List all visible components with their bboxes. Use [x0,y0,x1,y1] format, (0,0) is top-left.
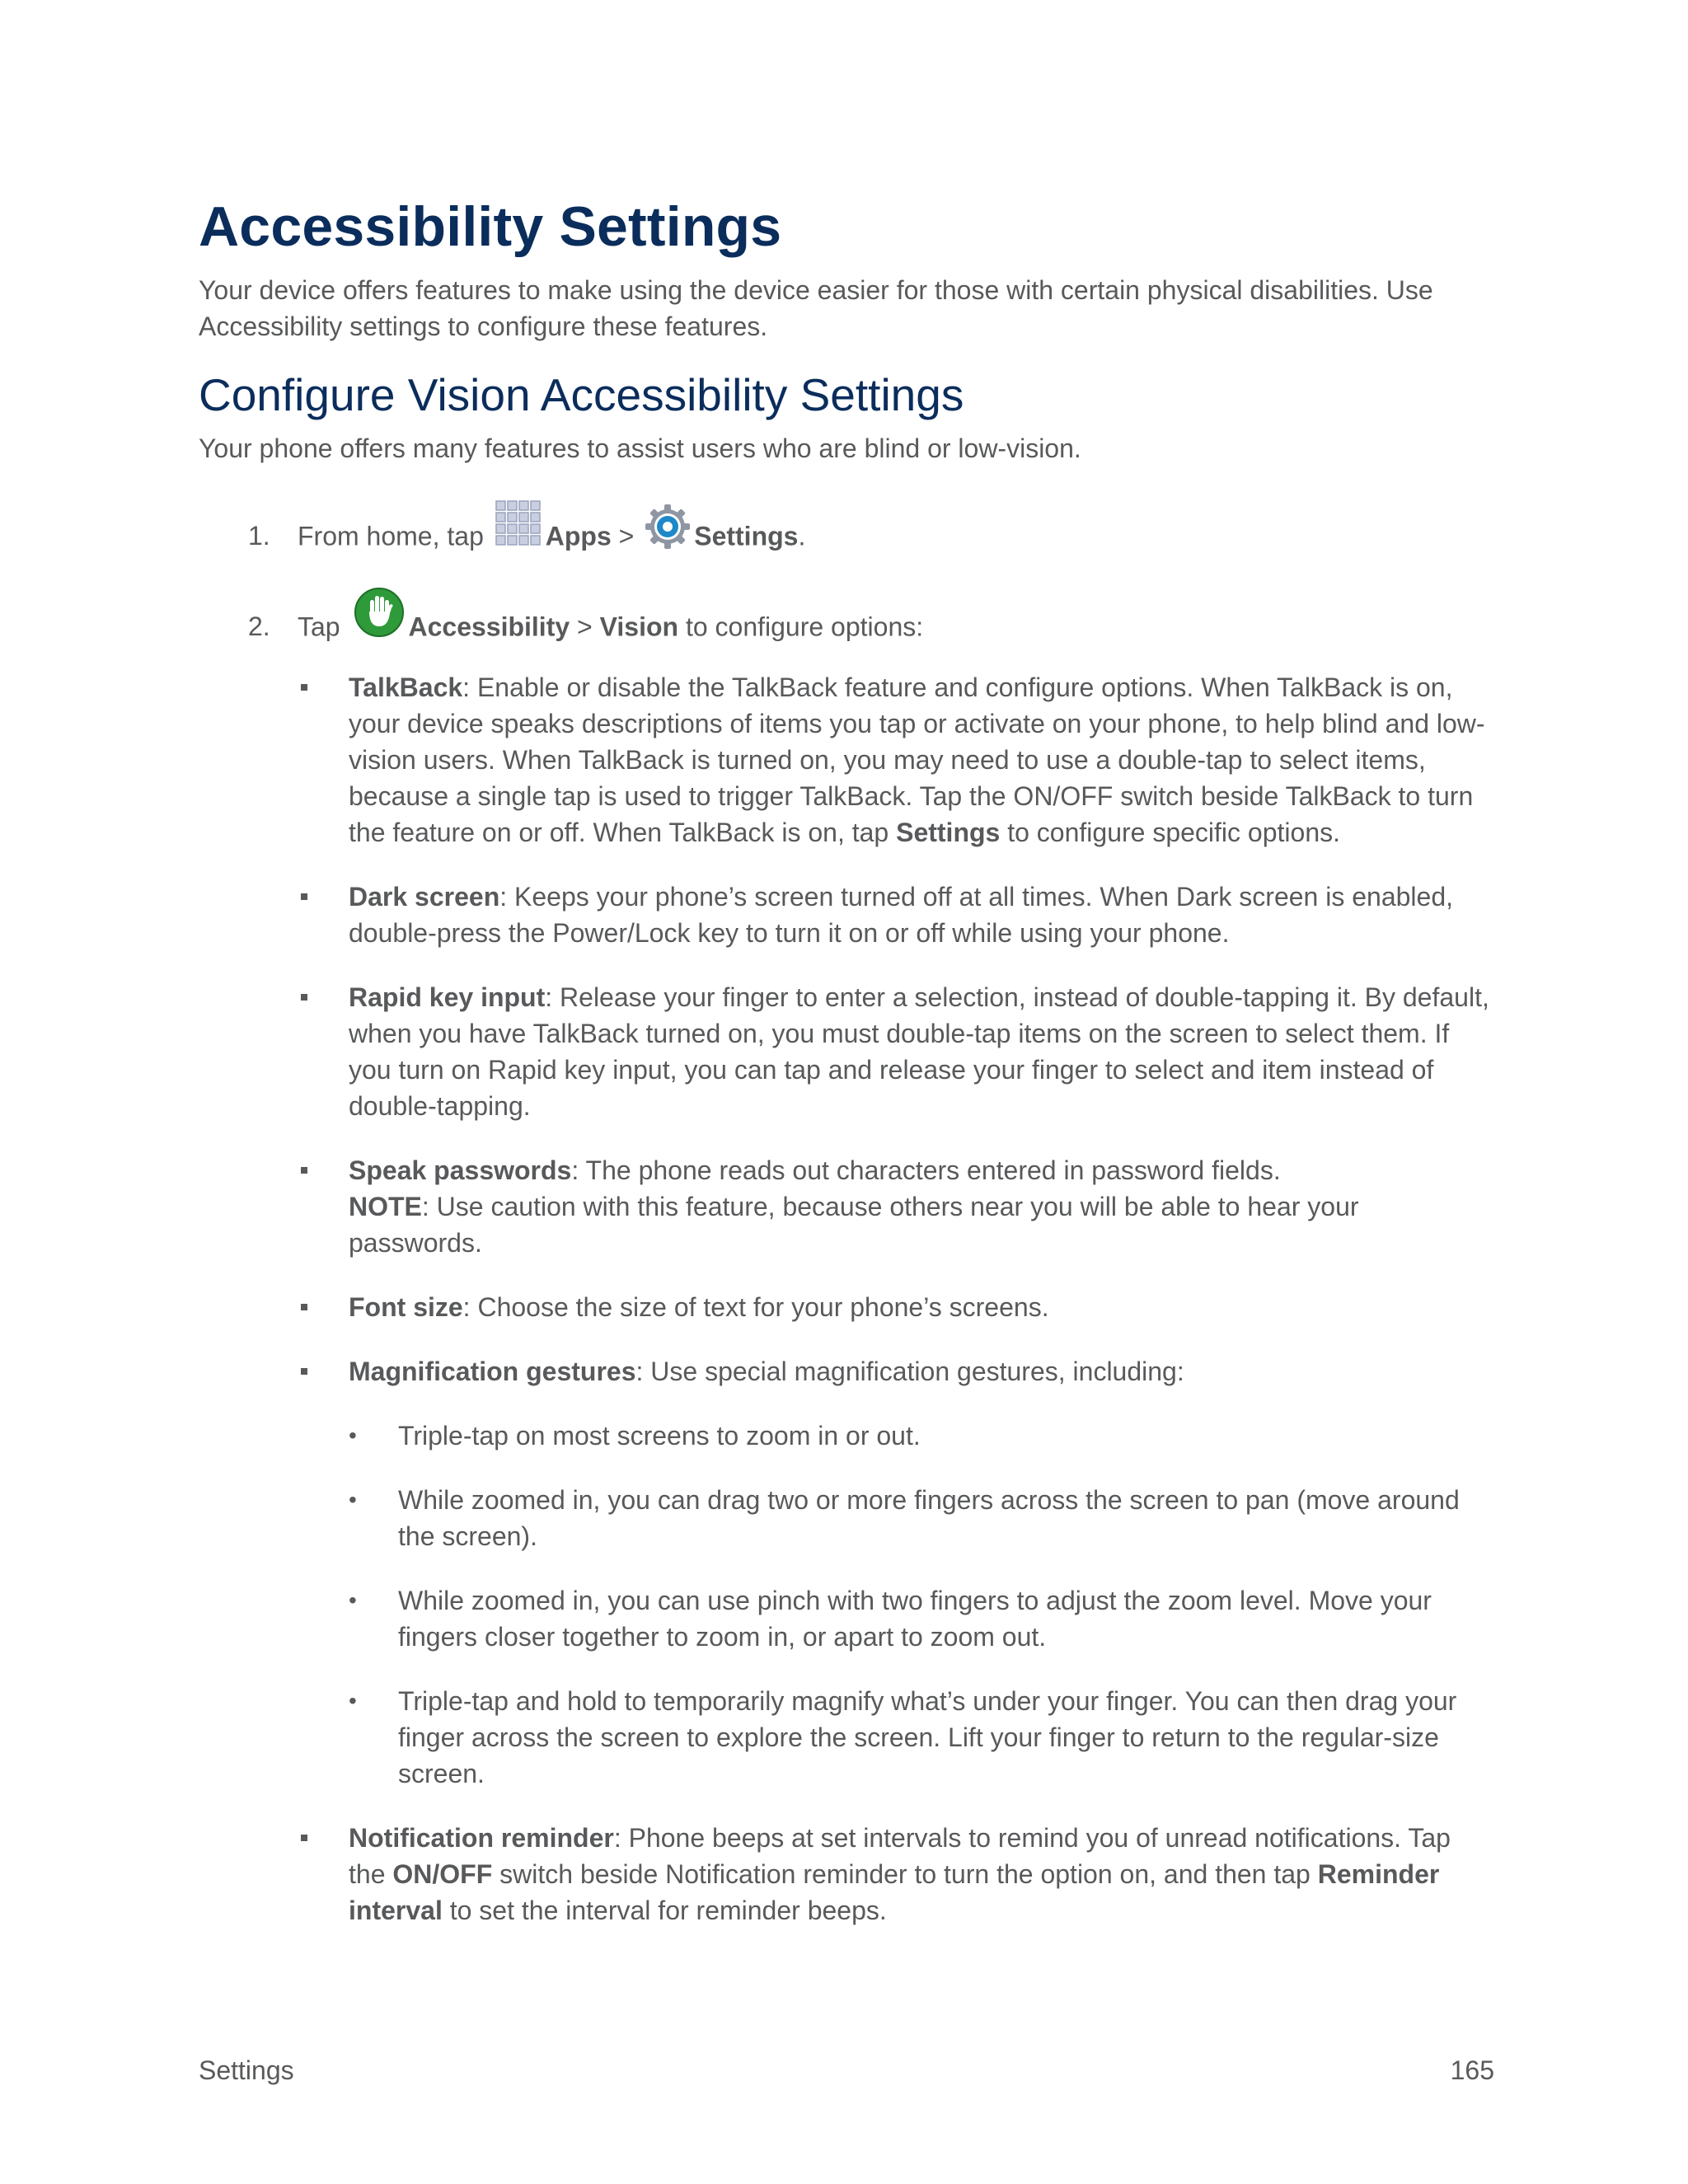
settings-gear-icon [643,502,692,551]
term: Speak passwords [349,1155,572,1185]
list-item-rapid-key-input [299,979,1494,1124]
description: : The phone reads out characters entered in password fields. [571,1155,1281,1185]
sub-list-item: • Triple-tap and hold to temporarily magnify what’s under your finger. You can then drag your finger across the screen to explore the screen. Lift your finger to return to the regular-size screen. [299,1683,1494,1792]
term: Magnification gestures [349,1357,636,1386]
list-item-magnification-gestures [299,1353,1494,1390]
note-label: NOTE [349,1192,422,1221]
list-item-talkback [299,669,1494,851]
accessibility-hand-icon [354,587,405,638]
description: : Choose the size of text for your phone’s screens. [462,1292,1049,1322]
list-item-font-size [299,1289,1494,1325]
separator: > [618,521,635,551]
page-title: Accessibility Settings [199,195,782,258]
sub-list-item: • While zoomed in, you can drag two or more fingers across the screen to pan (move around the screen). [299,1482,1494,1554]
term: TalkBack [349,673,463,702]
apps-label: Apps [545,521,612,551]
description: : Keeps your phone’s screen turned off at all times. When Dark screen is enabled, double-press the Power/Lock key to turn it on or off while using your phone. [349,882,1454,948]
step-text: Tap [298,612,340,642]
description: : Enable or disable the TalkBack feature and configure options. When TalkBack is on, your device speaks descriptions of items you tap or activate on your phone, to help blind and low-vision users. When TalkBack is turned on, you may need to use a double-tap to select items, because a single tap is used to trigger TalkBack. Tap the ON/OFF switch beside TalkBack to turn the feature on or off. When TalkBack is on, tap [349,673,1485,847]
note-text: : Use caution with this feature, because others near you will be able to hear your passwords. [349,1192,1359,1258]
vision-label: Vision [599,612,679,642]
step-end: . [798,521,806,551]
step-end: to configure options: [685,612,924,642]
sub-list-item: • Triple-tap on most screens to zoom in or out. [299,1418,1494,1454]
onoff-term: ON/OFF [392,1859,493,1889]
options-list [299,669,1494,1957]
description: : Use special magnification gestures, including: [635,1357,1184,1386]
description: : Release your finger to enter a selection, instead of double-tapping it. By default, when you have TalkBack turned on, you must double-tap items on the screen to select them. If you turn on Rapid key input, you can tap and release your finger to select and item instead of double-tapping. [349,982,1489,1121]
term: Notification reminder [349,1823,614,1853]
footer-page-number: 165 [1450,2055,1494,2085]
accessibility-label: Accessibility [408,612,570,642]
step-text: From home, tap [298,521,484,551]
settings-label: Settings [694,521,799,551]
term: Rapid key input [349,982,546,1012]
list-item-dark-screen [299,879,1494,951]
term: Dark screen [349,882,500,912]
list-item-speak-passwords [299,1152,1494,1261]
step-number: 2. [248,612,270,642]
step-1 [248,513,805,564]
description-mid: switch beside Notification reminder to turn the option on, and then tap [492,1859,1318,1889]
step-number: 1. [248,521,270,551]
separator: > [577,612,593,642]
settings-term: Settings [896,818,1001,847]
step-2 [248,603,923,654]
term: Font size [349,1292,463,1322]
list-item-notification-reminder [299,1820,1494,1929]
section-title: Configure Vision Accessibility Settings [199,369,964,420]
description: : Phone beeps at set intervals to remind you of unread notifications. Tap the [349,1823,1451,1889]
sub-list-item: • While zoomed in, you can use pinch with two fingers to adjust the zoom level. Move your fingers closer together to zoom in, or apart to zoom out. [299,1582,1494,1655]
description-end: to set the interval for reminder beeps. [442,1896,887,1925]
description-end: to configure specific options. [1000,818,1340,847]
reminder-interval-term: Reminder interval [349,1859,1440,1925]
section-intro: Your phone offers many features to assist users who are blind or low-vision. [199,434,1081,463]
footer-section-name: Settings [199,2055,294,2085]
apps-grid-icon [493,498,544,549]
intro-paragraph: Your device offers features to make using the device easier for those with certain physical disabilities. Use Accessibility settings to configure these features. [199,275,1433,341]
